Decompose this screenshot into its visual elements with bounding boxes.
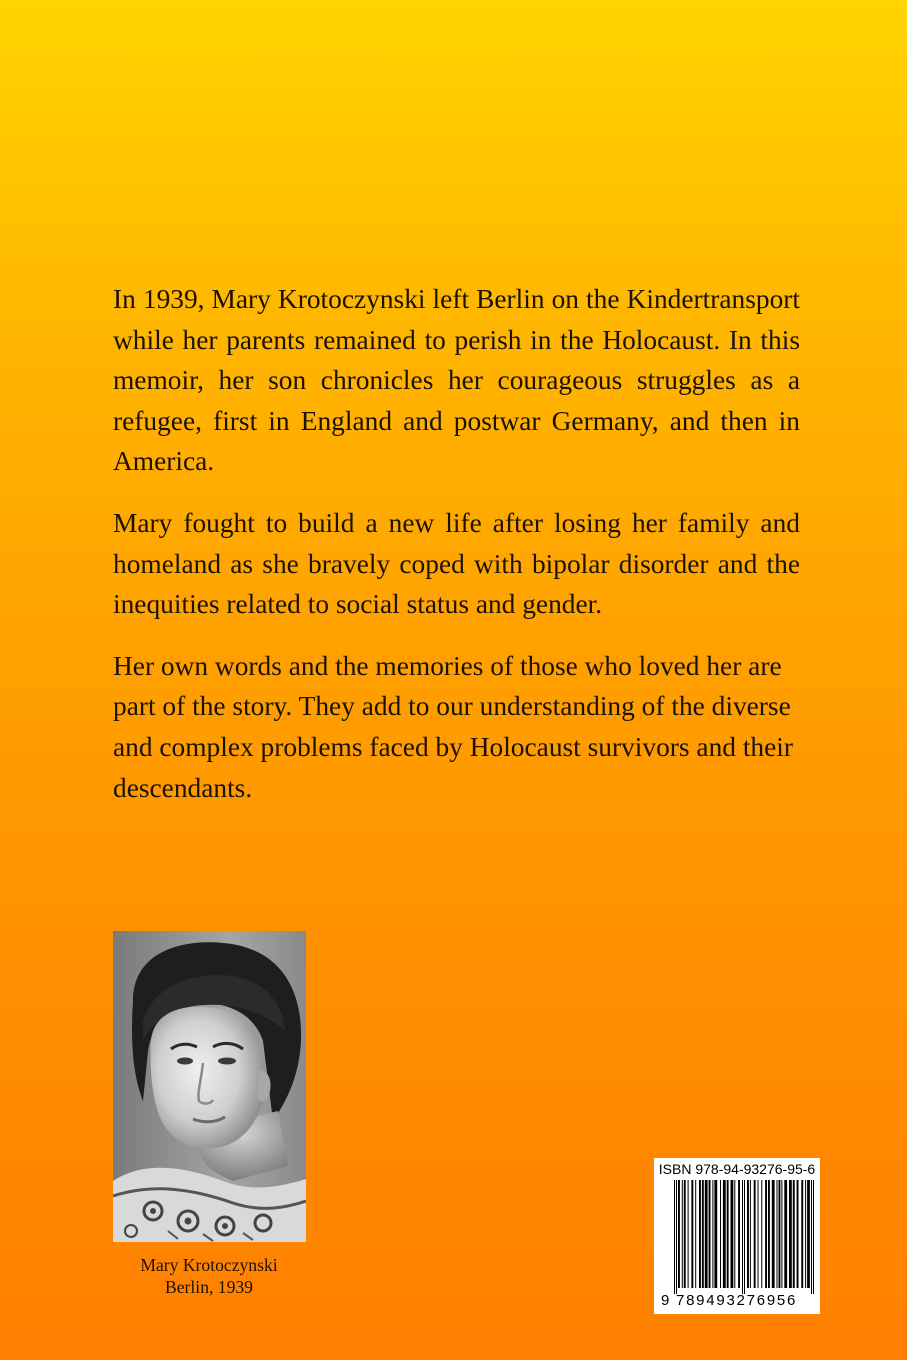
barcode-bar — [702, 1180, 704, 1288]
barcode-bar — [779, 1180, 781, 1288]
barcode-bar — [750, 1180, 751, 1288]
barcode-bar — [684, 1180, 686, 1288]
caption-place-date: Berlin, 1939 — [165, 1277, 253, 1297]
barcode-bar — [793, 1180, 795, 1288]
portrait-photo — [113, 931, 306, 1242]
barcode-bar — [768, 1180, 770, 1288]
barcode-bar — [811, 1180, 812, 1294]
barcode-bar — [676, 1180, 677, 1294]
ean-first-digit: 9 — [661, 1292, 670, 1309]
blurb-paragraph-1: In 1939, Mary Krotoczynski left Berlin on the Kindertransport while her parents remained to perish in the Holocaust. In this memoir, her son chronicles her courageous struggles as a refugee, first in England and postwar Germany, and then in America. — [113, 284, 800, 477]
barcode-bar — [738, 1180, 740, 1288]
barcode-bar — [720, 1180, 721, 1288]
barcode-bar — [781, 1180, 782, 1288]
portrait-photo-icon — [113, 931, 306, 1242]
barcode-bar — [772, 1180, 775, 1288]
barcode-bar — [744, 1180, 745, 1294]
barcode-bar — [742, 1180, 743, 1294]
barcode-bar — [747, 1180, 749, 1288]
barcode-bar — [705, 1180, 708, 1288]
barcode-bar — [691, 1180, 693, 1288]
barcode-bar — [797, 1180, 799, 1288]
barcode-bar — [731, 1180, 734, 1288]
barcode-bar — [709, 1180, 711, 1288]
isbn-barcode — [654, 1158, 820, 1314]
barcode-bar — [761, 1180, 762, 1288]
barcode-bar — [754, 1180, 756, 1288]
barcode-bar — [727, 1180, 729, 1288]
blurb-paragraph-2: Mary fought to build a new life after losing her family and homeland as she bravely coped with bipolar disorder and the inequities related to social status and gender. — [113, 507, 800, 620]
ean-remaining-digits: 789493276956 — [676, 1292, 798, 1309]
barcode-bar — [695, 1180, 696, 1288]
barcode-bar — [784, 1180, 787, 1288]
barcode-bar — [712, 1180, 713, 1288]
barcode-bar — [678, 1180, 680, 1288]
barcode-bar — [789, 1180, 792, 1288]
barcode-icon — [654, 1180, 820, 1294]
caption-name: Mary Krotoczynski — [140, 1255, 278, 1275]
barcode-bar — [714, 1180, 717, 1288]
barcode-bar — [688, 1180, 689, 1288]
barcode-bar — [734, 1180, 735, 1288]
barcode-bar — [765, 1180, 767, 1288]
barcode-bar — [682, 1180, 683, 1288]
isbn-label: ISBN 978-94-93276-95-6 — [658, 1161, 816, 1177]
barcode-bar — [807, 1180, 810, 1288]
blurb-paragraph-3: Her own words and the memories of those who loved her are part of the story. They add to our understanding of the diverse and complex problems faced by Holocaust survivors and their descendants. — [113, 650, 794, 803]
barcode-bar — [777, 1180, 778, 1288]
barcode-bar — [758, 1180, 759, 1288]
barcode-bar — [805, 1180, 806, 1288]
barcode-bar — [813, 1180, 814, 1294]
photo-caption — [100, 1254, 318, 1298]
barcode-bar — [723, 1180, 726, 1288]
barcode-bar — [674, 1180, 675, 1294]
barcode-bar — [699, 1180, 701, 1288]
blurb-text — [113, 279, 800, 829]
barcode-bar — [801, 1180, 803, 1288]
